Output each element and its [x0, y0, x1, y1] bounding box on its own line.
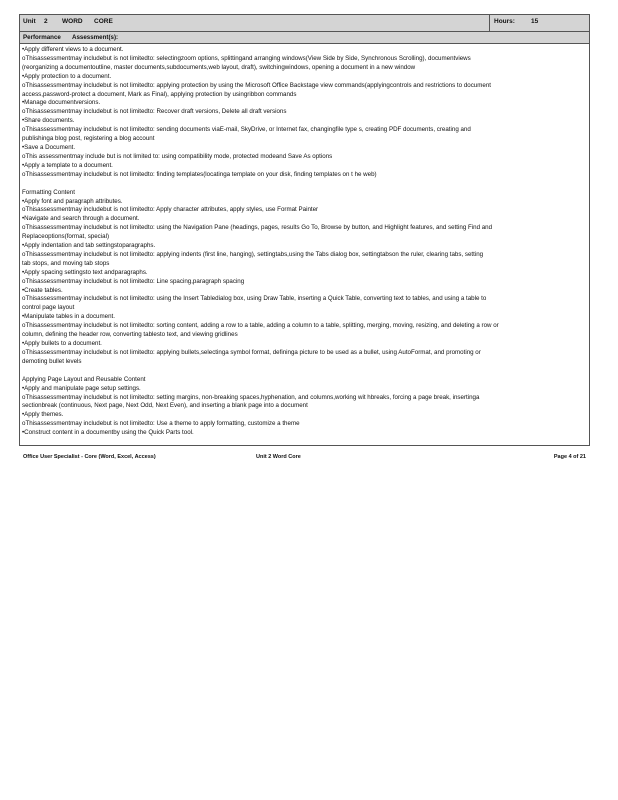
detail-line: oThisassessmentmay includebut is not limitedto: Line spacing,paragraph spacing — [22, 277, 245, 285]
objective-line: •Construct content in a documentby using the Quick Parts tool. — [22, 429, 194, 437]
header-divider — [489, 15, 490, 31]
objective-line: •Apply themes. — [22, 411, 64, 419]
detail-line: demoting bullet levels — [22, 357, 82, 365]
detail-line: oThisassessmentmay includebut is not limitedto: applying indents (first line, hanging), settingtabs,using the Tabs dialog box, settingtabson the ruler, clearing tabs, setting — [22, 250, 484, 258]
detail-line: oThisassessmentmay includebut is not limitedto: finding templates(locatinga template on your disk, finding templates on t he web) — [22, 170, 377, 178]
detail-line: oThisassessmentmay includebut is not limitedto: Recover draft versions, Delete all draft versions — [22, 108, 287, 116]
unit-header-row — [19, 14, 590, 32]
detail-line: oThisassessmentmay includebut is not limitedto: selectingzoom options, splittingand arranging windows(View Side by Side, Synchronous Scrolling), documentviews — [22, 54, 471, 62]
objective-line: •Apply bullets to a document. — [22, 340, 102, 347]
section-gap — [22, 180, 587, 189]
objective-line: •Apply spacing settingsto text andparagraphs. — [22, 268, 148, 276]
objective-line: •Apply font and paragraph attributes. — [22, 197, 123, 205]
unit-title-core: CORE — [94, 18, 113, 25]
section-heading: Formatting Content — [22, 188, 75, 196]
section-heading: Applying Page Layout and Reusable Content — [22, 375, 146, 383]
detail-line: oThisassessmentmay includebut is not limitedto: setting margins, non-breaking spaces,hyphenation, and columns,working wit hbreaks, forcing a page break, insertinga — [22, 393, 480, 401]
detail-line: oThisassessmentmay includebut is not limitedto: Apply character attributes, apply styles, use Format Painter — [22, 206, 319, 214]
detail-line: oThis assessmentmay include but is not limited to: using compatibility mode, protected modeand Save As options — [22, 152, 333, 160]
detail-line: publishinga blog post, registering a blog account — [22, 135, 155, 143]
objective-line: •Create tables. — [22, 286, 63, 294]
assessment-header-row — [19, 32, 590, 44]
detail-line: oThisassessmentmay includebut is not limitedto: using the Navigation Pane (headings, pages, results Go To, Browse by button, and Highlight features, and setting Find and — [22, 224, 493, 232]
detail-line: tab stops, and moving tab stops — [22, 259, 110, 267]
detail-line: sectionbreak (continuous, Next page, Next Odd, Next Even), and inserting a blank page into a document — [22, 402, 308, 410]
objective-line: •Apply different views to a document. — [22, 46, 124, 53]
detail-line: (reorganizing a documentoutline, master documents,subdocuments,web layout, draft), switchingwindows, opening a document in a new window — [22, 63, 416, 71]
detail-line: oThisassessmentmay includebut is not limitedto: Use a theme to apply formatting, customize a theme — [22, 420, 300, 428]
objective-line: •Apply and manipulate page setup settings. — [22, 384, 141, 392]
detail-line: control page layout — [22, 304, 75, 312]
hours-value: 15 — [531, 18, 539, 25]
hours-label: Hours: — [494, 18, 515, 25]
footer-unit: Unit 2 Word Core — [256, 454, 301, 460]
performance-label: Performance — [23, 34, 61, 41]
assessment-content — [19, 44, 590, 446]
detail-line: oThisassessmentmay includebut is not limitedto: sending documents viaE-mail, SkyDrive, or Internet fax, changingfile type s, creating PDF documents, creating and — [22, 126, 471, 134]
objective-line: •Apply protection to a document. — [22, 72, 112, 80]
detail-line: oThisassessmentmay includebut is not limitedto: using the Insert Tabledialog box, using Draw Table, inserting a Quick Table, converting text to tables, and using a table to — [22, 295, 487, 303]
footer-course: Office User Specialist - Core (Word, Excel, Access) — [23, 454, 156, 460]
objective-line: •Apply a template to a document. — [22, 161, 113, 169]
objective-line: •Navigate and search through a document. — [22, 215, 140, 223]
detail-line: oThisassessmentmay includebut is not limitedto: sorting content, adding a row to a table, adding a column to a table, splitting, merging, moving, resizing, and deleting a row or — [22, 322, 499, 330]
section-gap — [22, 367, 587, 376]
detail-line: access,password-protect a document, Mark as Final), applying protection by usingribbon commands — [22, 90, 297, 98]
detail-line: oThisassessmentmay includebut is not limitedto: applying protection by using the Microsoft Office Backstage view commands(applyingcontrols and restrictions to document — [22, 81, 491, 89]
footer-page-number: Page 4 of 21 — [553, 454, 586, 460]
detail-line: Replaceoptions(format, special) — [22, 233, 110, 241]
objective-line: •Save a Document. — [22, 143, 76, 151]
unit-title-word: WORD — [62, 18, 83, 25]
objective-line: •Share documents. — [22, 117, 75, 125]
unit-label: Unit — [23, 18, 36, 25]
unit-number: 2 — [44, 18, 48, 25]
detail-line: oThisassessmentmay includebut is not limitedto: applying bullets,selectinga symbol format, defininga picture to be used as a bullet, using AutoFormat, and promoting or — [22, 348, 481, 356]
objective-line: •Apply indentation and tab settingstoparagraphs. — [22, 242, 156, 250]
document-page — [19, 14, 590, 446]
assessment-label: Assessment(s): — [72, 34, 119, 41]
objective-line: •Manage documentversions. — [22, 99, 101, 107]
objective-line: •Manipulate tables in a document. — [22, 313, 115, 321]
detail-line: column, defining the header row, converting tablesto text, and viewing gridlines — [22, 331, 238, 339]
